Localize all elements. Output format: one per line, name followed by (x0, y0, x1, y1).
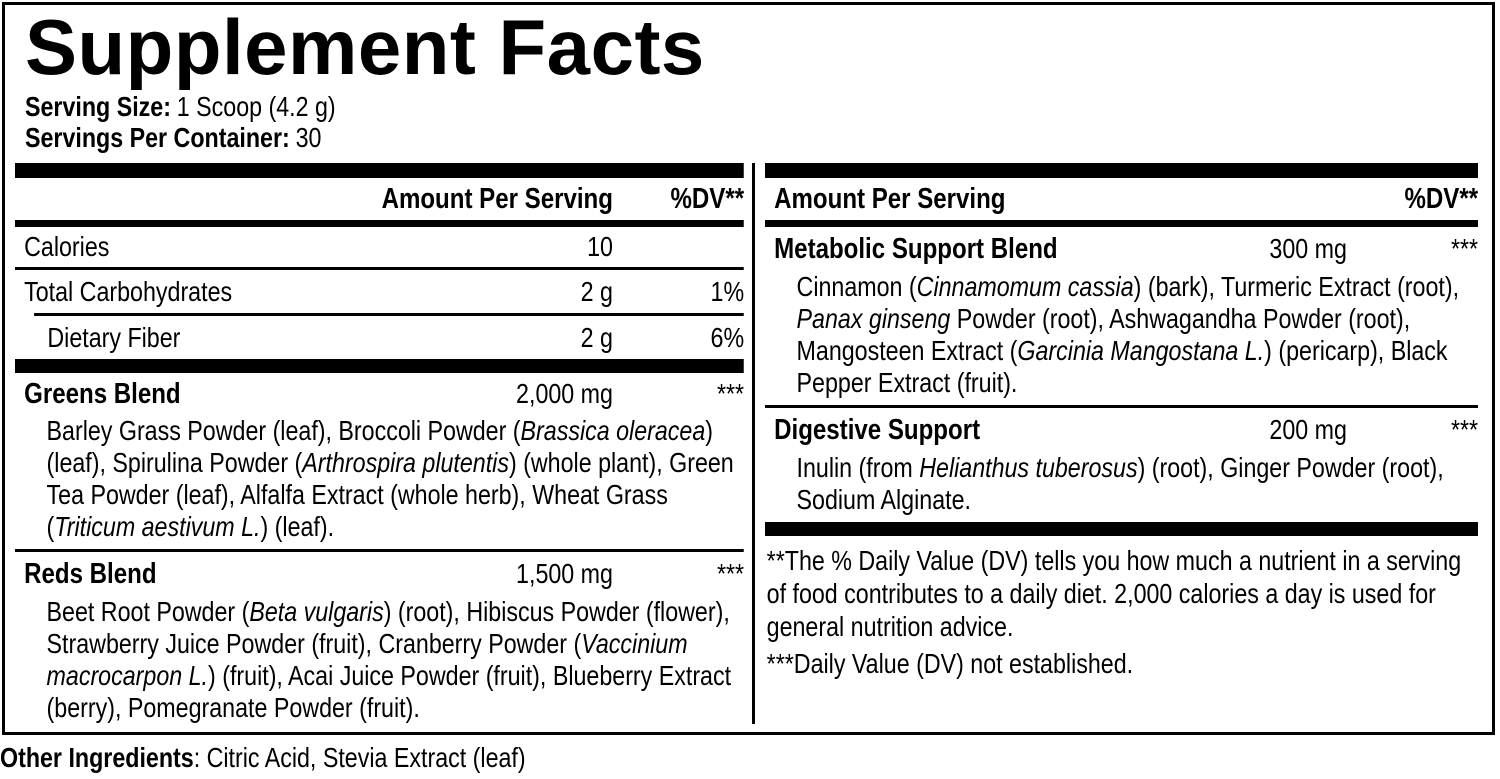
nutrient-amount: 10 (587, 231, 613, 262)
right-column-header-row (765, 178, 1478, 220)
mid-rule (15, 220, 744, 227)
supplement-facts-panel (2, 2, 1495, 735)
section-rule (765, 522, 1478, 536)
serving-size-value: 1 Scoop (4.2 g) (176, 91, 336, 122)
blend-name: Metabolic Support Blend (774, 232, 1058, 265)
mid-rule (765, 220, 1478, 227)
footnote-daily-value: **The % Daily Value (DV) tells you how much a nutrient in a serving of food contributes to a daily diet. 2,000 calories a day is used for general nutrition advice. (766, 545, 1462, 642)
nutrient-name: Total Carbohydrates (24, 275, 233, 307)
other-ingredients-value: : Citric Acid, Stevia Extract (leaf) (193, 742, 526, 773)
blend-row-metabolic (765, 227, 1478, 271)
blend-amount: 1,500 mg (516, 558, 613, 589)
dv-header: %DV** (670, 182, 745, 215)
blend-name: Greens Blend (24, 377, 181, 410)
right-column (752, 163, 1492, 724)
left-column-header-row (15, 178, 744, 220)
servings-per-container-line (25, 122, 1474, 153)
blend-ingredients-metabolic: Cinnamon (Cinnamomum cassia) (bark), Turmeric Extract (root), Panax ginseng Powder (root), Ashwagandha Powder (root), Mangosteen Extract (Garcinia Mangostana L.) (pericarp), Black Pepper Extract (fruit). (796, 271, 1460, 398)
servings-per-container-label: Servings Per Container: (25, 122, 290, 153)
blend-row-greens (15, 373, 744, 415)
servings-per-container-value: 30 (295, 122, 322, 153)
serving-size-line (25, 91, 1474, 122)
facts-columns (5, 163, 1492, 724)
serving-info (25, 91, 1474, 153)
nutrient-name: Dietary Fiber (47, 321, 181, 353)
thick-rule (15, 163, 744, 178)
amount-per-serving-header: Amount Per Serving (774, 182, 1006, 215)
nutrient-amount: 2 g (580, 321, 613, 353)
blend-row-reds (15, 552, 744, 596)
blend-amount: 200 mg (1269, 414, 1347, 445)
blend-name: Reds Blend (24, 557, 157, 590)
blend-row-digestive (765, 408, 1478, 452)
left-column (5, 163, 752, 724)
blend-amount: 300 mg (1269, 233, 1347, 264)
left-column-content (15, 163, 744, 724)
panel-header (5, 5, 1492, 153)
blend-ingredients-greens: Barley Grass Powder (leaf), Broccoli Powder (Brassica oleracea) (leaf), Spirulina Powder (Arthrospira plutentis) (whole plant), Green Tea Powder (leaf), Alfalfa Extract (whole herb), Wheat Grass (Triticum aestivum L.) (leaf). (46, 415, 734, 542)
blend-name: Digestive Support (774, 413, 981, 446)
section-rule (15, 359, 744, 373)
amount-per-serving-header: Amount Per Serving (381, 182, 613, 215)
table-row-total-carbohydrates (15, 270, 744, 313)
dv-header: %DV** (1404, 182, 1479, 215)
table-row-calories (15, 227, 744, 270)
nutrient-amount: 2 g (580, 275, 613, 307)
nutrient-name: Calories (24, 231, 110, 262)
blend-dv: *** (716, 378, 745, 409)
nutrient-dv: 1% (710, 275, 745, 307)
thick-rule (765, 163, 1478, 178)
footnote-dv-not-established: ***Daily Value (DV) not established. (766, 648, 1134, 679)
page-title: Supplement Facts (25, 3, 705, 91)
blend-dv: *** (716, 558, 745, 589)
nutrient-dv: 6% (710, 321, 745, 353)
serving-size-label: Serving Size: (25, 91, 171, 122)
blend-dv: *** (1450, 414, 1479, 445)
other-ingredients-label: Other Ingredients (0, 742, 194, 773)
table-row-dietary-fiber (15, 316, 744, 359)
blend-ingredients-reds: Beet Root Powder (Beta vulgaris) (root), Hibiscus Powder (flower), Strawberry Juice Powder (fruit), Cranberry Powder (Vaccinium macrocarpon L.) (fruit), Acai Juice Powder (fruit), Blueberry Extract (berry), Pomegranate Powder (fruit). (46, 596, 732, 723)
footnotes (765, 544, 1478, 680)
blend-ingredients-digestive: Inulin (from Helianthus tuberosus) (root), Ginger Powder (root), Sodium Alginate. (796, 452, 1444, 515)
blend-amount: 2,000 mg (516, 378, 613, 409)
other-ingredients-line (0, 743, 1500, 773)
right-column-content (765, 163, 1478, 680)
blend-dv: *** (1450, 233, 1479, 264)
